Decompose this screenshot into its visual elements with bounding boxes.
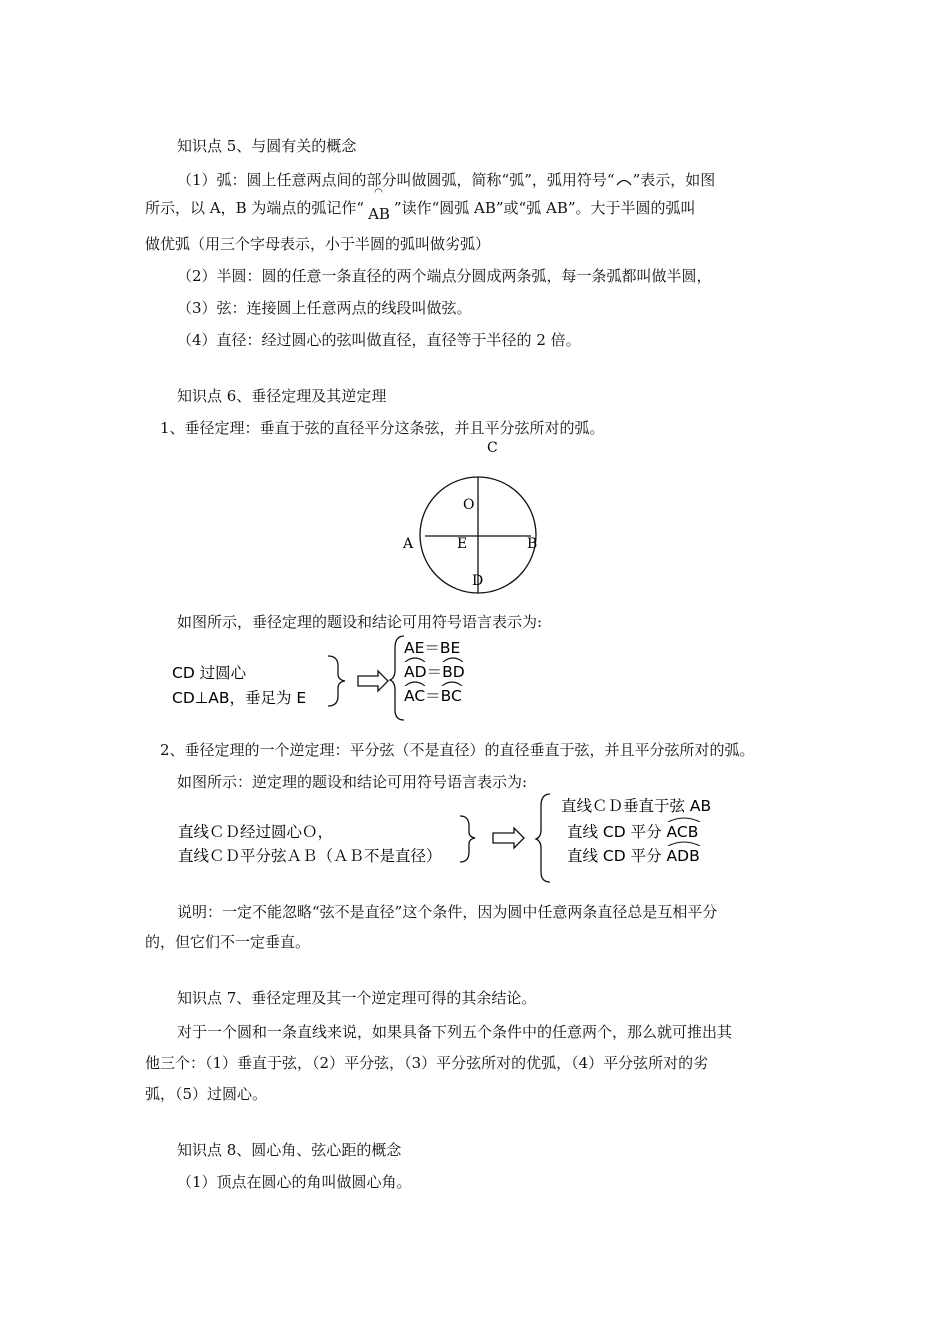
arc-symbol-icon <box>615 176 633 186</box>
kp5-arc-line1: （1）弧：圆上任意两点间的部分叫做圆弧，简称“弧”，弧用符号“ ”表示，如图 <box>177 171 716 189</box>
f1-brace-arrow <box>320 632 410 722</box>
implies-arrow-icon <box>493 828 524 848</box>
f2-premise-2: 直线ＣＤ平分弦ＡＢ（ＡＢ不是直径） <box>178 847 442 865</box>
f2-conclusion-2: 直线 CD 平分 ACB <box>567 822 698 842</box>
f1-premise-2: CD⊥AB，垂足为 E <box>172 689 307 707</box>
label-c: C <box>487 440 498 456</box>
arc-bc: BC <box>441 686 462 706</box>
kp6-symbolic-intro: 如图所示，垂径定理的题设和结论可用符号语言表示为: <box>177 613 543 631</box>
left-brace-icon <box>536 794 550 882</box>
kp5-arc-line3: 做优弧（用三个字母表示，小于半圆的弧叫做劣弧） <box>145 235 491 253</box>
f1-conclusion-3: AC＝ BC <box>404 686 462 706</box>
label-d: D <box>472 573 484 589</box>
kp6-title: 知识点 6、垂径定理及其逆定理 <box>177 387 387 405</box>
kp7-title: 知识点 7、垂径定理及其一个逆定理可得的其余结论。 <box>177 989 537 1007</box>
right-brace-icon <box>328 656 345 706</box>
kp7-line3: 弧，（5）过圆心。 <box>145 1085 268 1103</box>
kp5-chord: （3）弦：连接圆上任意两点的线段叫做弦。 <box>177 299 472 317</box>
kp5-diameter: （4）直径：经过圆心的弦叫做直径，直径等于半径的 2 倍。 <box>177 331 581 349</box>
arc-ad: AD <box>404 662 427 682</box>
kp8-line1: （1）顶点在圆心的角叫做圆心角。 <box>177 1173 412 1191</box>
kp5-title: 知识点 5、与圆有关的概念 <box>177 137 357 155</box>
label-e: E <box>457 536 468 552</box>
kp5-arc-line2: 所示，以 A，B 为端点的弧记作“ ◠ AB ”读作“圆弧 AB”或“弧 AB”。大于半圆的弧叫 <box>145 187 696 223</box>
f2-brace-arrow <box>456 790 556 886</box>
implies-arrow-icon <box>358 671 388 691</box>
f1-conclusion-2: AD＝ BD <box>404 662 465 682</box>
kp6-theorem: 1、垂径定理：垂直于弦的直径平分这条弦，并且平分弦所对的弧。 <box>160 419 605 437</box>
label-a: A <box>403 536 414 552</box>
arc-ab-notation: ◠ AB <box>368 187 390 223</box>
f2-premise-1: 直线ＣＤ经过圆心Ｏ， <box>178 823 334 841</box>
f2-conclusion-1: 直线ＣＤ垂直于弦 AB <box>561 797 712 815</box>
kp6-note-line1: 说明：一定不能忽略“弦不是直径”这个条件，因为圆中任意两条直径总是互相平分 <box>177 903 718 921</box>
arc-bd: BD <box>442 662 465 682</box>
kp7-line2: 他三个：（1）垂直于弦，（2）平分弦，（3）平分弦所对的优弧，（4）平分弦所对的劣 <box>145 1054 709 1072</box>
f2-conclusion-3: 直线 CD 平分 ADB <box>567 846 700 866</box>
f1-premise-1: CD 过圆心 <box>172 664 247 682</box>
left-brace-icon <box>390 636 404 720</box>
kp6-converse: 2、垂径定理的一个逆定理：平分弦（不是直径）的直径垂直于弦，并且平分弦所对的弧。 <box>160 741 755 759</box>
kp5-semicircle: （2）半圆：圆的任意一条直径的两个端点分圆成两条弧，每一条弧都叫做半圆， <box>177 267 712 285</box>
kp8-title: 知识点 8、圆心角、弦心距的概念 <box>177 1141 402 1159</box>
label-b: B <box>527 536 538 552</box>
kp7-line1: 对于一个圆和一条直线来说，如果具备下列五个条件中的任意两个，那么就可推出其 <box>177 1023 733 1041</box>
arc-acb: ACB <box>667 822 699 842</box>
kp6-converse-intro: 如图所示：逆定理的题设和结论可用符号语言表示为: <box>177 773 528 791</box>
arc-adb: ADB <box>667 846 700 866</box>
kp6-note-line2: 的，但它们不一定垂直。 <box>145 933 311 951</box>
f1-conclusion-1: AE＝BE <box>404 639 461 657</box>
circle-diagram <box>395 436 555 594</box>
label-o: O <box>463 497 475 513</box>
arc-ac: AC <box>404 686 425 706</box>
right-brace-icon <box>460 816 475 862</box>
